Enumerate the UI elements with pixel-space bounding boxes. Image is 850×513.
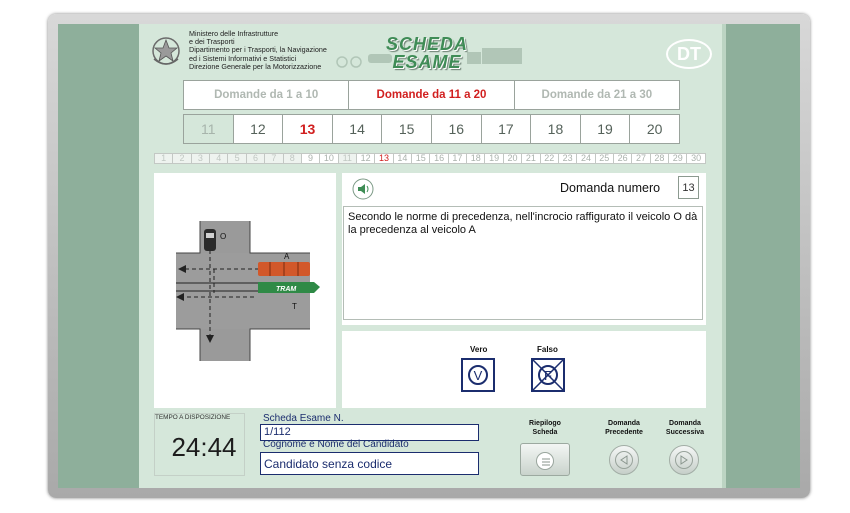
question-button-20[interactable]: 20 xyxy=(646,121,663,137)
timer-title: TEMPO A DISPOSIZIONE xyxy=(155,414,231,421)
false-answer-button[interactable] xyxy=(531,358,565,392)
progress-cell[interactable]: 8 xyxy=(284,154,302,163)
summary-button[interactable] xyxy=(520,443,570,476)
progress-cell-current[interactable]: 13 xyxy=(375,154,393,163)
progress-cell[interactable]: 29 xyxy=(669,154,687,163)
candidate-name-field: Candidato senza codice xyxy=(260,452,479,475)
question-button-11[interactable]: 11 xyxy=(184,115,234,143)
republic-emblem-icon xyxy=(150,33,182,69)
progress-cell[interactable]: 26 xyxy=(614,154,632,163)
ministry-line: Ministero delle Infrastrutture xyxy=(189,29,279,38)
question-number-value: 13 xyxy=(678,176,699,199)
progress-cell[interactable]: 7 xyxy=(265,154,283,163)
next-question-button[interactable] xyxy=(669,445,699,475)
progress-cell[interactable]: 23 xyxy=(559,154,577,163)
true-answer-letter: V xyxy=(468,365,488,385)
summary-label-line: Scheda xyxy=(532,429,558,436)
progress-cell[interactable]: 1 xyxy=(155,154,173,163)
progress-cell[interactable]: 28 xyxy=(651,154,669,163)
dt-badge: DT xyxy=(666,39,712,69)
progress-cell[interactable]: 14 xyxy=(394,154,412,163)
question-button-18[interactable]: 18 xyxy=(531,115,581,143)
vehicle-t-label: T xyxy=(292,302,297,311)
previous-label-line: Precedente xyxy=(605,429,643,436)
progress-cell[interactable]: 21 xyxy=(522,154,540,163)
progress-cell[interactable]: 9 xyxy=(302,154,320,163)
question-progress-strip xyxy=(154,153,706,164)
question-range-tabs xyxy=(183,80,680,110)
list-icon xyxy=(536,452,554,470)
app-edge xyxy=(722,24,726,488)
progress-cell[interactable]: 3 xyxy=(192,154,210,163)
sheet-number-label: Scheda Esame N. xyxy=(263,413,344,424)
intersection-diagram xyxy=(154,173,336,408)
summary-label xyxy=(523,419,567,437)
question-button-17[interactable]: 17 xyxy=(482,115,532,143)
progress-cell[interactable]: 12 xyxy=(357,154,375,163)
question-button-12[interactable]: 12 xyxy=(234,115,284,143)
next-label-line: Successiva xyxy=(665,429,705,436)
progress-cell[interactable]: 24 xyxy=(577,154,595,163)
ministry-line: Dipartimento per i Trasporti, la Navigazione xyxy=(189,45,327,55)
previous-label-line: Domanda xyxy=(608,420,640,427)
question-button-16[interactable]: 16 xyxy=(432,115,482,143)
logo-line-2: ESAME xyxy=(392,52,462,72)
ministry-heading xyxy=(189,30,327,71)
question-button-15[interactable]: 15 xyxy=(382,115,432,143)
ministry-line: e dei Trasporti xyxy=(189,37,235,47)
question-image-panel xyxy=(154,173,336,408)
next-label-line: Domanda xyxy=(669,420,701,427)
vehicle-o-label: O xyxy=(220,232,227,241)
progress-cell[interactable]: 2 xyxy=(173,154,191,163)
previous-label xyxy=(598,419,650,437)
ministry-line: Direzione Generale per la Motorizzazione xyxy=(189,61,322,71)
candidate-name-label: Cognome e Nome del Candidato xyxy=(263,439,409,450)
tram-label: TRAM xyxy=(276,286,297,293)
question-button-13[interactable]: 13 xyxy=(283,115,333,143)
progress-cell[interactable]: 4 xyxy=(210,154,228,163)
progress-cell[interactable]: 25 xyxy=(596,154,614,163)
progress-cell[interactable]: 27 xyxy=(632,154,650,163)
question-number-selector xyxy=(183,114,680,144)
summary-label-line: Riepilogo xyxy=(529,420,561,427)
question-button-19[interactable]: 19 xyxy=(581,115,631,143)
previous-arrow-icon xyxy=(615,451,633,469)
tab-range-11-20[interactable]: Domande da 11 a 20 xyxy=(349,81,514,109)
progress-cell[interactable]: 10 xyxy=(320,154,338,163)
false-answer-letter: F xyxy=(538,365,558,385)
true-answer-button[interactable] xyxy=(461,358,495,392)
audio-icon[interactable] xyxy=(350,178,376,200)
progress-cell[interactable]: 16 xyxy=(430,154,448,163)
progress-cell[interactable]: 30 xyxy=(687,154,704,163)
vehicle-a-label: A xyxy=(284,252,290,261)
progress-cell[interactable]: 19 xyxy=(485,154,503,163)
ministry-line: ed i Sistemi Informativi e Statistici xyxy=(189,53,297,63)
question-number-label: Domanda numero xyxy=(560,181,661,195)
progress-cell[interactable]: 11 xyxy=(339,154,357,163)
progress-cell[interactable]: 15 xyxy=(412,154,430,163)
timer-value: 24:44 xyxy=(171,432,237,462)
progress-cell[interactable]: 20 xyxy=(504,154,522,163)
question-text: Secondo le norme di precedenza, nell'incrocio raffigurato il veicolo O dà la precedenza al veicolo A xyxy=(343,206,703,320)
false-label: Falso xyxy=(537,345,558,354)
scheda-esame-logo xyxy=(386,35,468,71)
true-label: Vero xyxy=(470,345,488,354)
logo-line-1: SCHEDA xyxy=(386,34,469,54)
tab-range-21-30[interactable]: Domande da 21 a 30 xyxy=(541,89,653,101)
tab-range-1-10[interactable]: Domande da 1 a 10 xyxy=(184,81,349,109)
previous-question-button[interactable] xyxy=(609,445,639,475)
progress-cell[interactable]: 18 xyxy=(467,154,485,163)
sheet-number-field: 1/112 xyxy=(260,424,479,441)
answer-panel xyxy=(342,331,706,408)
question-button-14[interactable]: 14 xyxy=(333,115,383,143)
progress-cell[interactable]: 17 xyxy=(449,154,467,163)
next-label xyxy=(659,419,711,437)
progress-cell[interactable]: 22 xyxy=(541,154,559,163)
progress-cell[interactable]: 5 xyxy=(228,154,246,163)
progress-cell[interactable]: 6 xyxy=(247,154,265,163)
next-arrow-icon xyxy=(675,451,693,469)
